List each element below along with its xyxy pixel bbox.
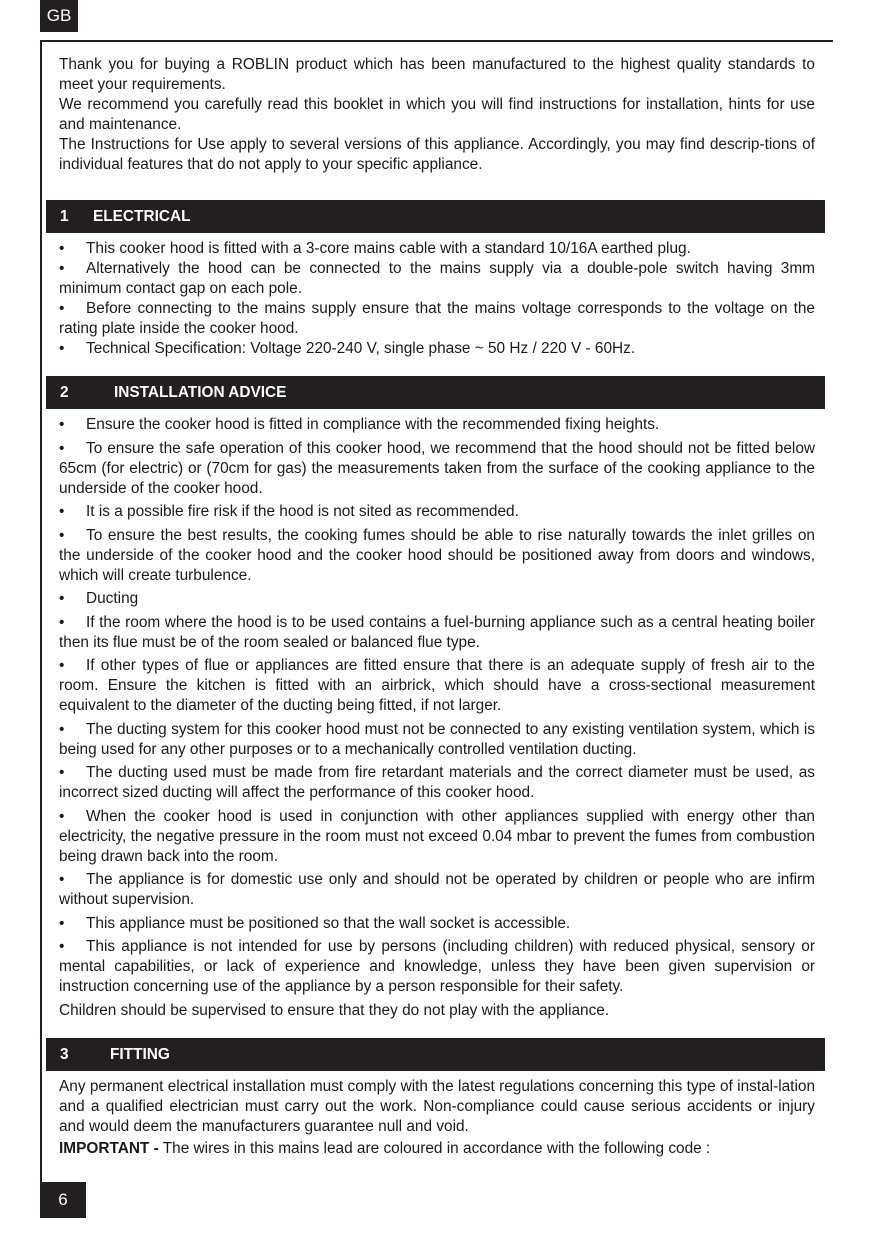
important-text: The wires in this mains lead are coloured in accordance with the following code : <box>158 1140 711 1157</box>
list-item: • This appliance is not intended for use by persons (including children) with reduced physical, sensory or mental capabilities, or lack of experience and knowledge, unless they have been given supervision or instruction concerning use of the appliance by a person responsible for their safety. <box>59 938 815 995</box>
section-heading-fitting <box>46 1038 825 1071</box>
list-item: • When the cooker hood is used in conjunction with other appliances supplied with energy other than electricity, the negative pressure in the room must not exceed 0.04 mbar to prevent the fumes from combustion being drawn back into the room. <box>59 807 815 865</box>
important-label: IMPORTANT - <box>59 1140 159 1157</box>
intro <box>59 55 815 175</box>
list-item: • Before connecting to the mains supply ensure that the mains voltage corresponds to the voltage on the rating plate inside the cooker hood. <box>59 300 815 337</box>
intro-paragraph: The Instructions for Use apply to several versions of this appliance. Accordingly, you may find descrip-tions of individual features that do not apply to your specific appliance. <box>59 136 815 173</box>
section-title: INSTALLATION ADVICE <box>114 383 287 401</box>
section-title: FITTING <box>110 1045 170 1063</box>
page-number: 6 <box>40 1182 86 1218</box>
list-item: • The appliance is for domestic use only and should not be operated by children or people who are infirm without supervision. <box>59 871 815 908</box>
bullet: • <box>59 240 65 257</box>
bullet: • <box>59 503 65 520</box>
bullet: • <box>59 871 65 888</box>
list-item: • To ensure the safe operation of this cooker hood, we recommend that the hood should not be fitted below 65cm (for electric) or (70cm for gas) the measurements taken from the surface of the cooking appliance to the underside of the cooker hood. <box>59 439 815 497</box>
intro-paragraph: We recommend you carefully read this booklet in which you will find instructions for installation, hints for use and maintenance. <box>59 96 815 133</box>
bullet: • <box>59 590 65 607</box>
bullet: • <box>59 807 65 825</box>
bullet: • <box>59 439 65 457</box>
section-number: 2 <box>60 383 69 401</box>
section-number: 3 <box>60 1045 69 1063</box>
left-rule <box>40 40 42 1182</box>
list-item: • To ensure the best results, the cooking fumes should be able to rise naturally towards the inlet grilles on the underside of the cooker hood and the cooker hood should be positioned away from doors and windows, which will create turbulence. <box>59 526 815 584</box>
intro-paragraph: Thank you for buying a ROBLIN product which has been manufactured to the highest quality standards to meet your requirements. <box>59 56 815 93</box>
top-rule <box>40 40 833 42</box>
bullet: • <box>59 300 65 317</box>
list-item: • Ducting <box>59 590 139 607</box>
list-item: • If other types of flue or appliances are fitted ensure that there is an adequate supply of fresh air to the room. Ensure the kitchen is fitted with an airbrick, which should have a cross-sectional measurement equivalent to the diameter of the ducting being fitted, if not larger. <box>59 657 815 714</box>
section-number: 1 <box>60 207 69 225</box>
section-heading-electrical <box>46 200 825 233</box>
list-item: • Alternatively the hood can be connected to the mains supply via a double-pole switch having 3mm minimum contact gap on each pole. <box>59 260 815 297</box>
installation-list <box>59 415 815 1021</box>
important-note <box>59 1139 815 1159</box>
list-item: • The ducting system for this cooker hood must not be connected to any existing ventilation system, which is being used for any other purposes or to a mechanically controlled ventilation ducting. <box>59 720 815 758</box>
list-item: • Ensure the cooker hood is fitted in compliance with the recommended fixing heights. <box>59 416 660 433</box>
section-title: ELECTRICAL <box>93 207 191 225</box>
fitting-paragraph: Any permanent electrical installation must comply with the latest regulations concerning this type of instal-lation and a qualified electrician must carry out the work. Non-compliance could cause serious accidents or injury and would deem the manufacturers guarantee null and void. <box>59 1078 815 1135</box>
list-item: • If the room where the hood is to be used contains a fuel-burning appliance such as a central heating boiler then its flue must be of the room sealed or balanced flue type. <box>59 613 815 651</box>
bullet: • <box>59 720 65 738</box>
language-tag: GB <box>40 0 78 32</box>
bullet: • <box>59 938 65 955</box>
bullet: • <box>59 260 65 277</box>
electrical-list <box>59 239 815 359</box>
closing-note: Children should be supervised to ensure that they do not play with the appliance. <box>59 1001 610 1019</box>
bullet: • <box>59 526 65 544</box>
bullet: • <box>59 416 65 433</box>
bullet: • <box>59 657 65 674</box>
fitting-body <box>59 1077 815 1159</box>
list-item: • This appliance must be positioned so that the wall socket is accessible. <box>59 914 571 932</box>
bullet: • <box>59 340 65 357</box>
bullet: • <box>59 914 65 932</box>
bullet: • <box>59 764 65 781</box>
bullet: • <box>59 613 65 631</box>
page-content <box>59 55 815 1159</box>
section-heading-installation-advice <box>46 376 825 409</box>
list-item: • The ducting used must be made from fire retardant materials and the correct diameter must be used, as incorrect sized ducting will affect the performance of this cooker hood. <box>59 764 815 801</box>
list-item: • This cooker hood is fitted with a 3-core mains cable with a standard 10/16A earthed plug. <box>59 240 691 257</box>
list-item: • It is a possible fire risk if the hood is not sited as recommended. <box>59 503 519 520</box>
list-item: • Technical Specification: Voltage 220-240 V, single phase ~ 50 Hz / 220 V - 60Hz. <box>59 340 636 357</box>
